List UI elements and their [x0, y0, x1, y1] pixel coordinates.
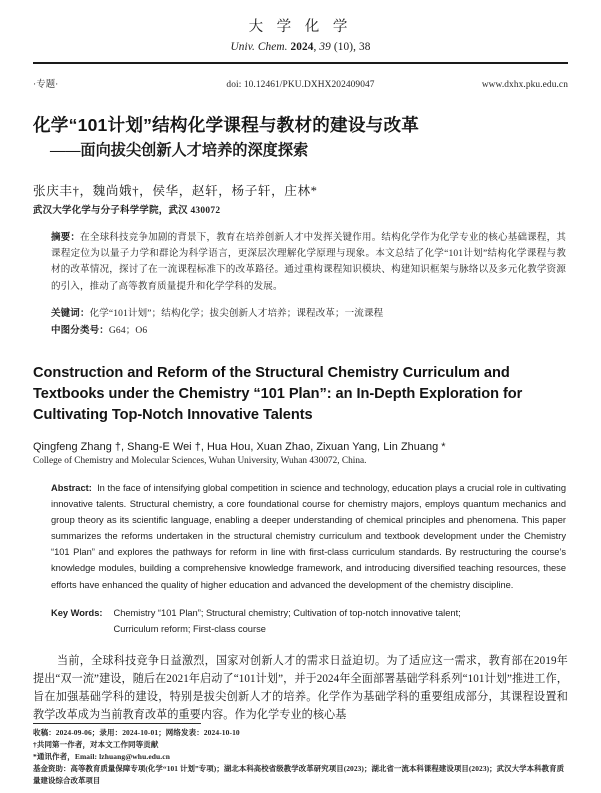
journal-page: 38 — [358, 40, 371, 53]
masthead — [33, 0, 568, 64]
abstract-body-cn: 在全球科技竞争加剧的背景下，教育在培养创新人才中发挥关键作用。结构化学作为化学专业的核心基础课程，其课程定位为以量子力学和群论为科学语言，更深层次理解化学原理与现象。本文总结了化学“101计划”结构化学课程与教材的改革情况，探讨了在一流课程标准下的改革路径。通过重构课程知识模块、构建知识框架与脉络以及多元化教学资源的引入，推动了高等教育质量提升和化学学科的发展。 — [51, 232, 566, 292]
footnote-equal-contribution: †共同第一作者，对本文工作同等贡献 — [33, 740, 159, 750]
comma-2: , — [353, 40, 357, 53]
metadata-cn — [33, 306, 568, 339]
journal-volume: 39 — [319, 40, 331, 53]
chinese-title-block — [33, 114, 568, 161]
page-title-en: Construction and Reform of the Structural Chemistry Curriculum and Textbooks under the Chemistry “101 Plan”: an In-Depth Exploration for Cultivating Top-Notch Innovative Talents — [33, 365, 523, 423]
keywords-en-line-2: Curriculum reform; First-class course — [113, 623, 266, 634]
journal-abbrev: Univ. Chem. — [230, 40, 288, 53]
abstract-en — [33, 480, 568, 593]
journal-website-link[interactable]: www.dxhx.pku.edu.cn — [481, 79, 568, 90]
clc-row — [51, 323, 568, 340]
footnote-funding: 基金资助：高等教育质量保障专项(化学“101 计划”专项)；湖北本科高校省级教学改革研究项目(2023)；湖北省一流本科课程建设项目(2023)；武汉大学本科教育质量建设综合改革项目 — [33, 764, 565, 786]
keywords-body-cn: 化学“101计划”；结构化学；拔尖创新人才培养；课程改革；一流课程 — [89, 309, 384, 320]
body-paragraph-cn: 当前，全球科技竞争日益激烈，国家对创新人才的需求日益迫切。为了适应这一需求，教育部在2019年提出“双一流”建设，随后在2021年启动了“101计划”，并于2024年全面部署基础学科系列“101计划”推进工作，旨在加强基础学科的建设，特别是拔尖创新人才的培养。化学作为基础学科的重要组成部分，其课程设置和教学改革成为当前教育改革的重要内容。作为化学专业的核心基 — [33, 655, 568, 722]
footnote-corresponding-author[interactable]: *通讯作者，Email: lzhuang@whu.edu.cn — [33, 752, 170, 762]
keywords-body-en — [114, 605, 569, 637]
authors-en: Qingfeng Zhang †, Shang-E Wei †, Hua Hou, Xuan Zhao, Zixuan Yang, Lin Zhuang * — [33, 440, 446, 453]
journal-title-cn: 大 学 化 学 — [248, 19, 353, 35]
affiliation-en: College of Chemistry and Molecular Sciences, Wuhan University, Wuhan 430072, China. — [33, 455, 367, 466]
page-subtitle-cn: ——面向拔尖创新人才培养的深度探索 — [50, 142, 309, 160]
abstract-label-en: Abstract: — [51, 482, 92, 493]
section-label: ·专题· — [33, 79, 59, 90]
abstract-label-cn: 摘要： — [51, 232, 81, 243]
footnote-dates: 收稿：2024-09-06；录用：2024-10-01；网络发表：2024-10-10 — [33, 727, 240, 737]
abstract-cn — [33, 230, 568, 295]
journal-citation-line — [33, 41, 568, 53]
doi-text[interactable]: doi: 10.12461/PKU.DXHX202409047 — [226, 79, 375, 90]
keywords-cn-row — [51, 306, 568, 323]
abstract-body-en: In the face of intensifying global competition in science and technology, education plays a crucial role in cultivating innovative talents. Structural chemistry, a core foundational course for chemistry majors, employs quantum mechanics and group theory as its scientific language, enabling a deeper understanding of chemical principles and phenomena. This paper summarizes the reforms undertaken in the structural chemistry curriculum and textbook development under the Chemistry “101 Plan” and explores the pathways for reform in line with first-class curriculum standards. By restructuring the course’s knowledge modules, building a comprehensive knowledge framework, and introducing diversified teaching resources, these efforts have enhanced the quality of higher education and advanced the development of the chemistry discipline. — [51, 482, 566, 590]
doi-bar — [33, 76, 568, 90]
clc-value: G64；O6 — [108, 325, 148, 336]
clc-label: 中图分类号： — [51, 325, 109, 336]
footnote-block — [33, 723, 568, 787]
page-title-cn: 化学“101计划”结构化学课程与教材的建设与改革 — [33, 114, 420, 135]
keywords-en — [33, 605, 568, 637]
journal-year: 2024 — [290, 40, 314, 53]
keywords-label-cn: 关键词： — [51, 309, 90, 320]
masthead-divider — [33, 62, 568, 64]
keywords-label-en: Key Words: — [51, 607, 103, 618]
comma-1: , — [313, 40, 317, 53]
authors-cn: 张庆丰†，魏尚娥†，侯华，赵轩，杨子轩，庄林* — [33, 183, 318, 198]
keywords-en-line-1: Chemistry “101 Plan”; Structural chemistry; Cultivation of top-notch innovative talent; — [113, 607, 461, 618]
journal-issue: (10) — [333, 40, 354, 53]
affiliation-cn: 武汉大学化学与分子科学学院，武汉 430072 — [33, 205, 221, 216]
footnote-divider — [33, 723, 201, 724]
